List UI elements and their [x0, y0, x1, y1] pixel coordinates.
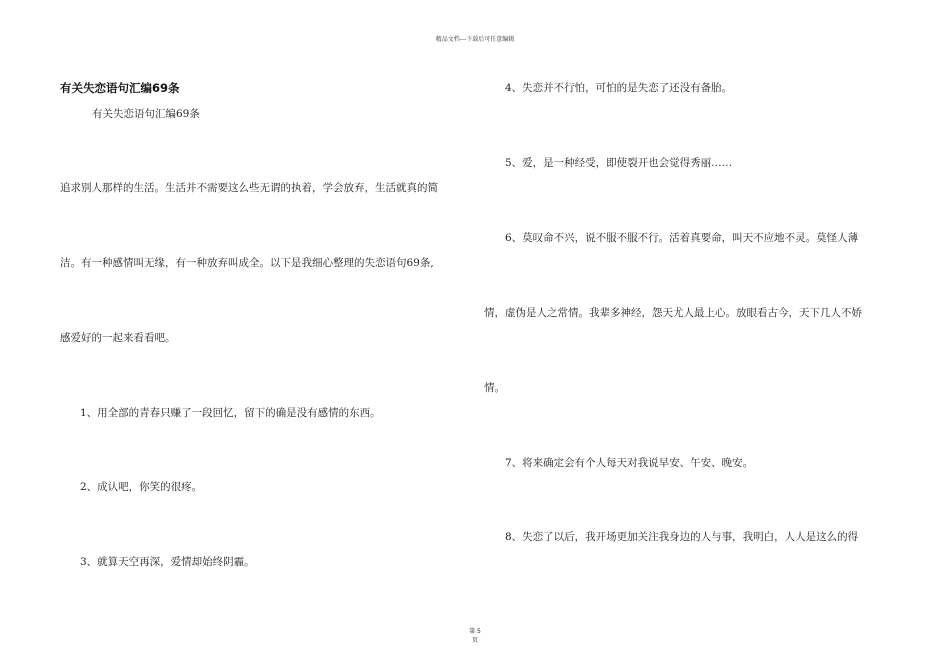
paragraph-line: 追求别人那样的生活。生活并不需要这么些无谓的执着，学会放弃，生活就真的简	[60, 182, 438, 194]
page-number-suffix: 页	[471, 637, 478, 644]
document-title: 有关失恋语句汇编69条	[60, 81, 180, 95]
list-item: 2、成认吧，你笑的很疼。	[80, 481, 203, 493]
list-item: 6、莫叹命不兴，说不服不服不行。活着真要命，叫天不应地不灵。莫怪人薄	[505, 232, 859, 244]
list-item: 3、就算天空再深，爱情却始终阴霾。	[80, 556, 255, 568]
paragraph-line: 情。	[484, 382, 505, 394]
paragraph-line: 洁。有一种感情叫无缘，有一种放弃叫成全。以下是我细心整理的失恋语句69条,	[60, 257, 434, 269]
list-item: 8、失恋了以后，我开场更加关注我身边的人与事，我明白，人人是这么的得	[505, 531, 859, 543]
page-number: 第 5	[469, 628, 481, 635]
list-item: 7、将来确定会有个人每天对我说早安、午安、晚安。	[505, 457, 754, 469]
document-subtitle: 有关失恋语句汇编69条	[92, 108, 200, 120]
list-item: 4、失恋并不行怕，可怕的是失恋了还没有备胎。	[505, 82, 733, 94]
page-header: 精品文档---下载后可任意编辑	[435, 36, 515, 43]
list-item: 5、爱，是一种经受，即使裂开也会觉得秀丽……	[505, 157, 733, 169]
paragraph-line: 感爱好的一起来看看吧。	[60, 332, 176, 344]
paragraph-line: 情，虚伪是人之常情。我辈多神经，怨天尤人最上心。放眼看古今，天下几人不娇	[484, 307, 862, 319]
list-item: 1、用全部的青春只赚了一段回忆，留下的确是没有感情的东西。	[80, 407, 381, 419]
